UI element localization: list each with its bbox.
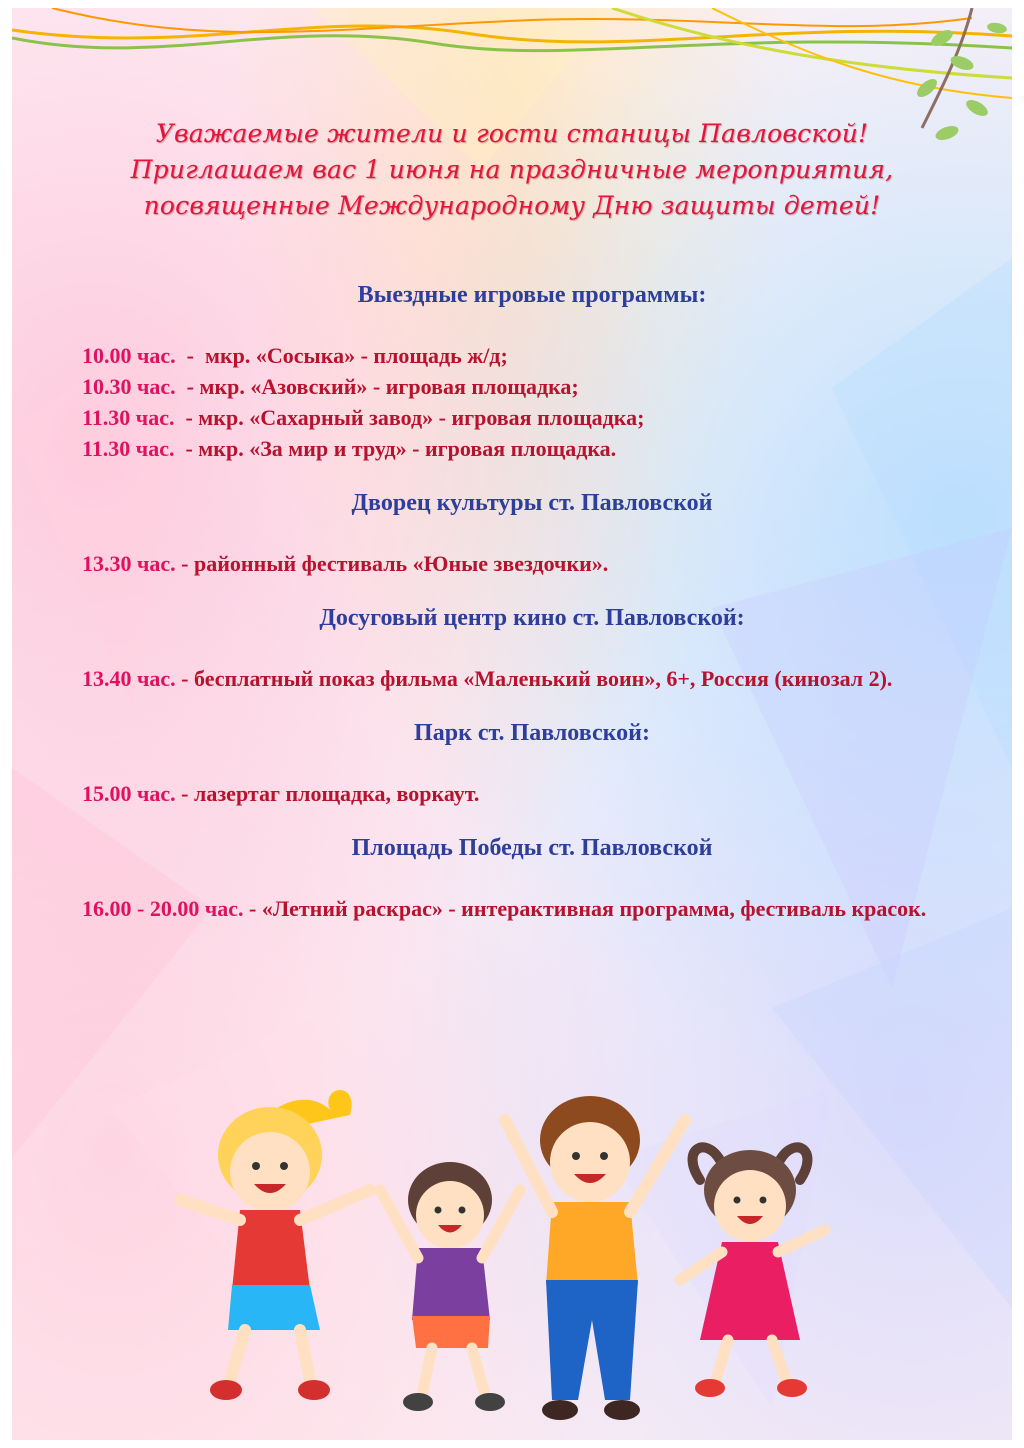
schedule-time: 13.30 час. (82, 551, 176, 576)
schedule-time: 16.00 - 20.00 час. (82, 896, 244, 921)
schedule-text: - бесплатный показ фильма «Маленький воин», 6+, Россия (кинозал 2). (175, 666, 893, 691)
boy-orange-shirt-figure (505, 1096, 685, 1420)
schedule-time: 10.00 час. (82, 343, 176, 368)
girl-red-shirt-figure (180, 1090, 370, 1400)
schedule-time: 11.30 час. (82, 405, 175, 430)
park-list (82, 778, 982, 809)
schedule-time: 15.00 час. (82, 781, 176, 806)
heading-line-2: Приглашаем вас 1 июня на праздничные мероприятия, (130, 155, 894, 184)
schedule-text: - мкр. «Сахарный завод» - игровая площадка; (174, 405, 645, 430)
schedule-time: 10.30 час. (82, 374, 176, 399)
schedule-item (82, 778, 982, 809)
section-title-culture-palace: Дворец культуры ст. Павловской (351, 490, 713, 516)
schedule-text: - «Летний раскрас» - интерактивная программа, фестиваль красок. (243, 896, 927, 921)
culture-palace-list (82, 548, 982, 579)
schedule-item (82, 433, 982, 464)
schedule-text: - лазертаг площадка, воркаут. (175, 781, 480, 806)
mobile-programs-list (82, 340, 982, 464)
section-title-victory-square: Площадь Победы ст. Павловской (351, 835, 713, 861)
section-title-mobile-programs: Выездные игровые программы: (357, 282, 707, 308)
cinema-center-list (82, 663, 982, 694)
schedule-text: - мкр. «Сосыка» - площадь ж/д; (175, 343, 508, 368)
schedule-item (82, 402, 982, 433)
schedule-text: - районный фестиваль «Юные звездочки». (175, 551, 609, 576)
schedule-time: 11.30 час. (82, 436, 175, 461)
schedule-text: - мкр. «Азовский» - игровая площадка; (175, 374, 579, 399)
schedule-text: - мкр. «За мир и труд» - игровая площадка. (174, 436, 617, 461)
girl-pink-dress-figure (680, 1147, 825, 1397)
schedule-time: 13.40 час. (82, 666, 176, 691)
victory-square-list (82, 893, 982, 924)
section-title-park: Парк ст. Павловской: (414, 720, 650, 746)
jumping-children-illustration (160, 1080, 860, 1430)
schedule-item (82, 893, 982, 924)
schedule-item (82, 340, 982, 371)
schedule-item (82, 371, 982, 402)
heading-line-3: посвященные Международному Дню защиты детей! (143, 191, 881, 220)
poster (12, 8, 1012, 1440)
schedule (82, 280, 982, 924)
boy-purple-shirt-figure (380, 1162, 520, 1411)
heading-line-1: Уважаемые жители и гости станицы Павловской! (155, 119, 869, 148)
schedule-item (82, 548, 982, 579)
invitation-heading (72, 116, 952, 224)
schedule-item (82, 663, 982, 694)
section-title-cinema-center: Досуговый центр кино ст. Павловской: (319, 605, 745, 631)
